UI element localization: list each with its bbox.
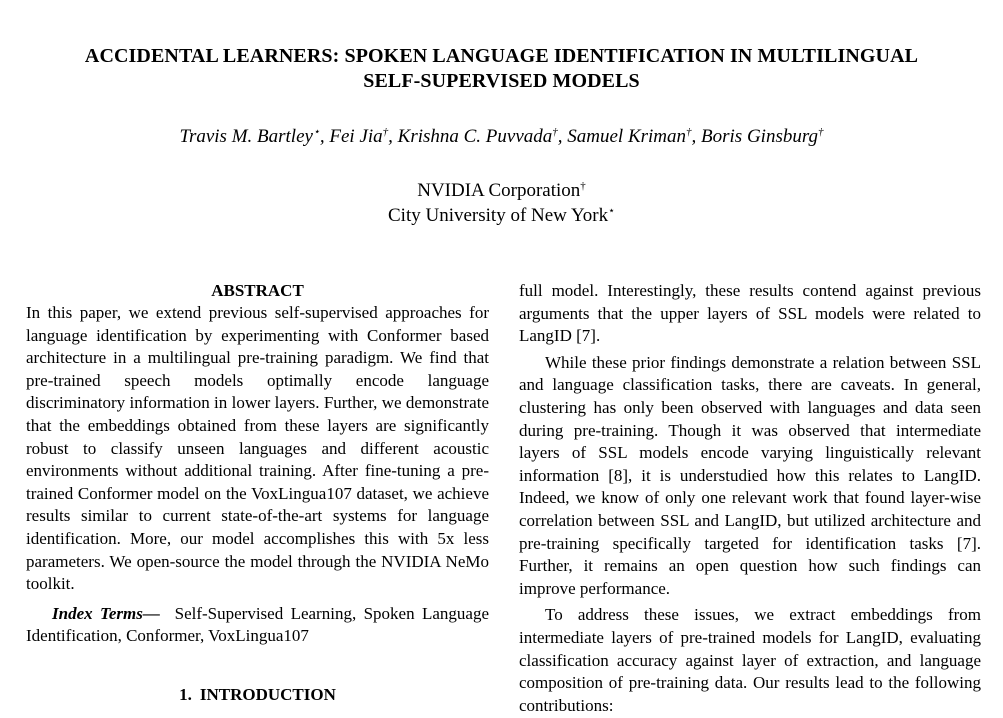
author: Travis M. Bartley⋆, [179,126,330,147]
section-number: 1. [179,684,192,704]
affiliation: NVIDIA Corporation† [417,180,586,201]
index-terms [26,603,489,648]
left-column [26,280,489,707]
paper-title-line-1: ACCIDENTAL LEARNERS: SPOKEN LANGUAGE IDENTIFICATION IN MULTILINGUAL [84,45,919,67]
paragraph: While these prior findings demonstrate a relation between SSL and language classification tasks, there are caveats. In general, clustering has only been observed with languages and data seen during pre-training. Though it was observed that intermediate layers of SSL models encode varying linguistically relevant information [8], it is understudied how this relates to LangID. Indeed, we know of only one relevant work that found layer-wise correlation between SSL and LangID, but utilized architecture and pre-training specifically targeted for identification tasks [7]. Further, it remains an open question how such findings can improve performance. [519,352,981,598]
affiliation: City University of New York⋆ [388,205,615,226]
paper-title-line-2: SELF-SUPERVISED MODELS [363,70,640,92]
paper-title [20,44,983,94]
affiliation-list [0,178,1003,228]
paragraph: To address these issues, we extract embeddings from intermediate layers of pre-trained models for LangID, evaluating classification accuracy against layer of extraction, and language composition of pre-training data. Our results lead to the following contributions: [519,605,981,715]
index-terms-label: Index Terms— [52,603,160,623]
abstract-text: In this paper, we extend previous self-supervised approaches for language identification by experimenting with Conformer based architecture in a multilingual pre-training paradigm. We find that pre-trained speech models optimally encode language discriminatory information in lower layers. Further, we demonstrate that the embeddings obtained from these layers are significantly robust to classify unseen languages and different acoustic environments without additional training. After fine-tuning a pre-trained Conformer model on the VoxLingua107 dataset, we achieve results similar to current state-of-the-art systems for language identification. More, our model accomplishes this with 5x less parameters. We open-source the model through the NVIDIA NeMo toolkit. [26,303,489,594]
right-column [519,280,981,717]
abstract-heading: ABSTRACT [211,281,304,300]
section-title: INTRODUCTION [199,684,336,704]
author: Samuel Kriman†, [567,126,702,147]
author-list [0,125,1003,149]
author: Krishna C. Puvvada†, [397,126,568,147]
author: Fei Jia†, [329,126,398,147]
section-heading-introduction [26,684,489,707]
index-terms-text: Self-Supervised Learning, Spoken Language Identification, Conformer, VoxLingua107 [26,603,489,646]
author: Boris Ginsburg† [701,126,824,147]
paragraph: full model. Interestingly, these results contend against previous arguments that the upper layers of SSL models were related to LangID [7]. [519,281,981,346]
